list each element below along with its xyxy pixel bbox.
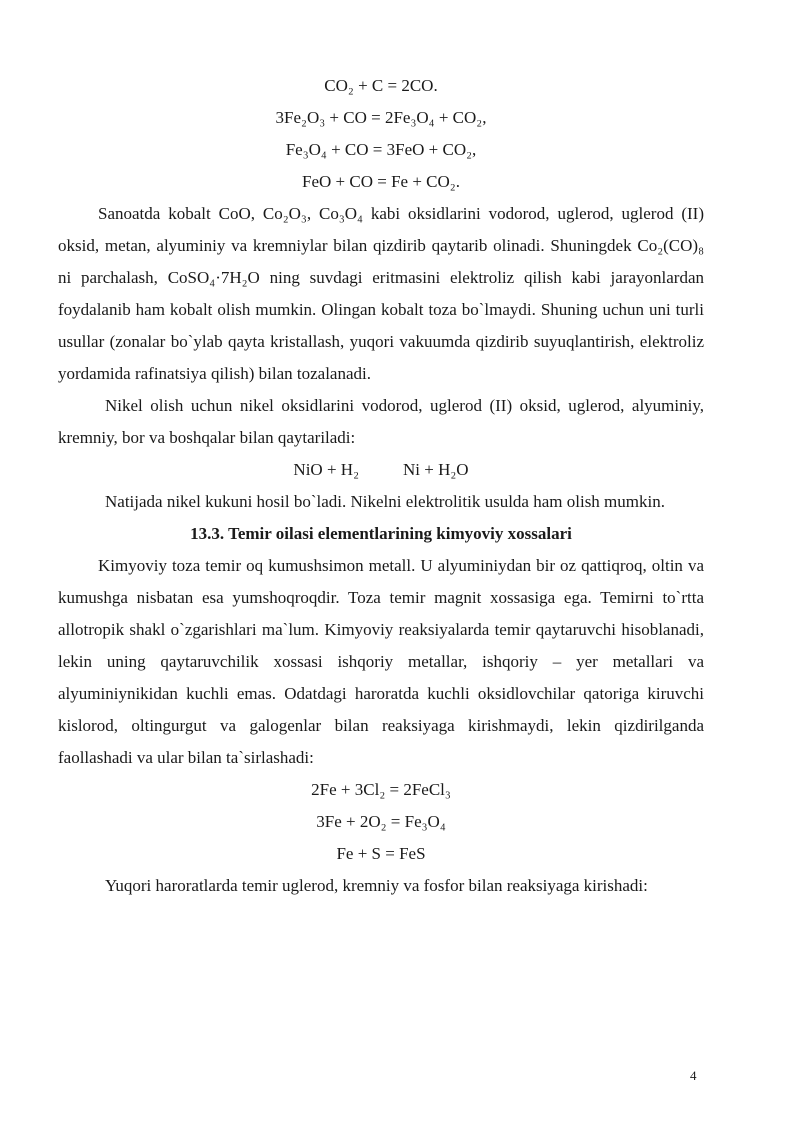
equation-nickel-right: Ni + H₂O [403,460,469,479]
equation-fe2o3-co: 3Fe₂O₃ + CO = 2Fe₃O₄ + CO₂, [275,108,487,127]
equation-nickel [58,454,704,486]
equation-feo-co: FeO + CO = Fe + CO₂. [302,172,460,191]
paragraph-cobalt: Sanoatda kobalt CoO, Co₂O₃, Co₃O₄ kabi oksidlarini vodorod, uglerod, uglerod (II) oksid, metan, alyuminiy va kremniylar bilan qizdirib qaytarib olinadi. Shuningdek Co₂(CO)₈ ni parchalash, CoSO₄·7H₂O ning suvdagi eritmasini elektroliz qilish kabi jarayonlardan foydalanib ham kobalt olish mumkin. Olingan kobalt toza bo`lmaydi. Shuning uchun uni turli usullar (zonalar bo`ylab qayta kristallash, yuqori vakuumda qizdirib suyuqlantirish, elektroliz yordamida rafinatsiya qilish) bilan tozalanadi. [58,204,704,383]
paragraph-high-temp: Yuqori haroratlarda temir uglerod, kremniy va fosfor bilan reaksiyaga kirishadi: [105,876,648,895]
equation-fe-s: Fe + S = FeS [336,844,426,863]
page-number: 4 [690,1068,697,1083]
paragraph-iron: Kimyoviy toza temir oq kumushsimon metall. U alyuminiydan bir oz qattiqroq, oltin va kumushga nisbatan esa yumshoqroqdir. Toza temir magnit xossasiga ega. Temirni to`rtta allotropik shakl o`zgarishlari ma`lum. Kimyoviy reaksiyalarda temir qaytaruvchi hisoblanadi, lekin uning qaytaruvchilik xossasi ishqoriy metallar, ishqoriy – yer metallari va alyuminiynikidan kuchli emas. Odatdagi haroratda kuchli oksidlovchilar qatoriga kiruvchi kislorod, oltingurgut va galogenlar bilan reaksiyaga kirishmaydi, lekin qizdirilganda faollashadi va ular bilan ta`sirlashadi: [58,556,704,767]
paragraph-nickel: Nikel olish uchun nikel oksidlarini vodorod, uglerod (II) oksid, uglerod, alyuminiy, kremniy, bor va boshqalar bilan qaytariladi: [58,396,704,447]
equation-fe-o2: 3Fe + 2O₂ = Fe₃O₄ [316,812,446,831]
document-page [58,70,704,902]
equation-nickel-left: NiO + H₂ [293,460,359,479]
equation-fe3o4-co: Fe₃O₄ + CO = 3FeO + CO₂, [285,140,477,159]
equation-fe-cl2: 2Fe + 3Cl₂ = 2FeCl₃ [311,780,451,799]
section-heading: 13.3. Temir oilasi elementlarining kimyoviy xossalari [190,524,572,543]
equation-co2-c: CO₂ + C = 2CO. [324,76,438,95]
paragraph-nickel-result: Natijada nikel kukuni hosil bo`ladi. Nikelni elektrolitik usulda ham olish mumkin. [105,492,665,511]
